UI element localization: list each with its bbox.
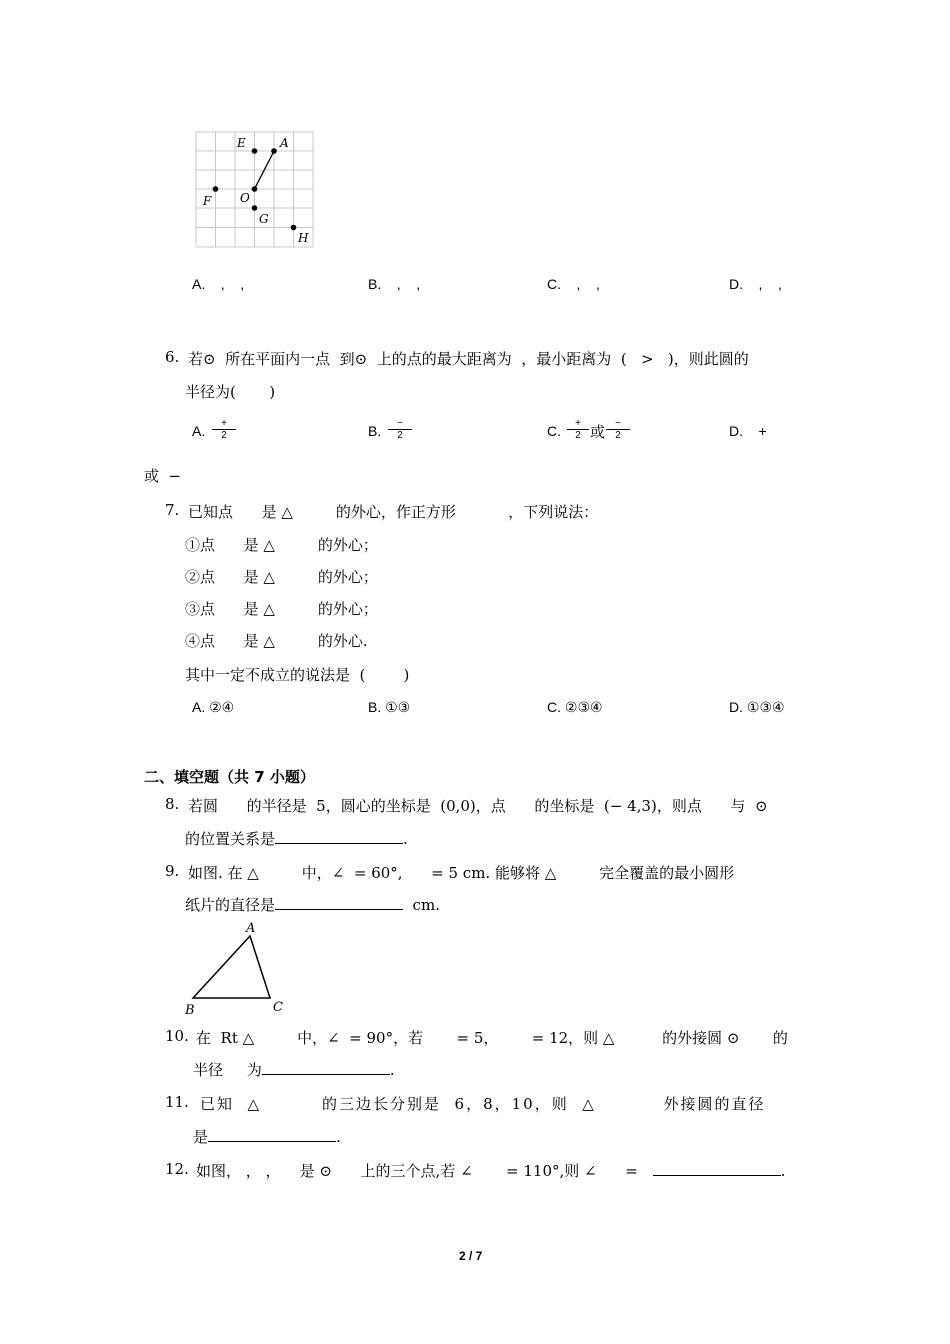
q10-line2-text: 半径 为 — [193, 1061, 262, 1079]
fraction-denominator: 2 — [615, 430, 621, 441]
q10-number: 10. — [165, 1027, 189, 1045]
point-h — [291, 225, 297, 231]
q6-option-a-label: A. — [192, 423, 206, 439]
fraction-numerator: + — [567, 418, 589, 430]
fraction-denominator: 2 — [397, 430, 403, 441]
q6-option-d-wrap: 或 − — [144, 467, 182, 485]
q8-line2-end: . — [403, 830, 408, 848]
label-f: F — [203, 194, 212, 208]
q12-number: 12. — [165, 1160, 189, 1178]
q11-line2-end: . — [336, 1128, 341, 1146]
q7-statement-1: ①点 是 △ 的外心； — [185, 536, 378, 554]
q8-stem-line2 — [185, 828, 408, 849]
q7-number: 7. — [165, 501, 180, 519]
answer-blank[interactable] — [208, 1127, 336, 1142]
q8-number: 8. — [165, 795, 180, 813]
label-b: B — [185, 1003, 195, 1018]
fraction-denominator: 2 — [575, 430, 581, 441]
q7-question: 其中一定不成立的说法是 ( ) — [185, 666, 410, 684]
q6-option-c-label: C. — [547, 423, 561, 439]
q10-stem-line1: 在 Rt △ 中，∠ = 90°，若 = 5， = 12，则 △ 的外接圆 ⊙ 的 — [196, 1029, 788, 1047]
q5-option-d: D. , , — [729, 276, 782, 292]
q12-stem — [196, 1160, 785, 1181]
q9-line2-end: cm. — [403, 896, 440, 914]
section-heading: 二、填空题（共 7 小题） — [144, 768, 315, 786]
q11-line2-text: 是 — [193, 1128, 209, 1146]
label-h: H — [298, 231, 309, 245]
q10-line2-end: . — [389, 1061, 395, 1079]
q6-option-c-or: 或 — [590, 423, 606, 441]
answer-blank[interactable] — [275, 829, 403, 844]
q7-statement-4: ④点 是 △ 的外心. — [185, 632, 368, 650]
q6-option-a-fraction — [212, 418, 236, 441]
q6-option-b-fraction — [388, 418, 412, 441]
q9-stem-line1: 如图. 在 △ 中，∠ = 60°, = 5 cm. 能够将 △ 完全覆盖的最小圆形 — [188, 864, 735, 882]
q6-option-b-label: B. — [368, 423, 382, 439]
label-e: E — [237, 136, 246, 150]
q5-option-b: B. , , — [368, 276, 421, 292]
point-e — [252, 148, 258, 154]
q6-option-c-fraction-2 — [606, 418, 630, 441]
point-o — [252, 186, 258, 192]
page-number: 2 / 7 — [459, 1249, 483, 1263]
q12-text: 如图， ， ， 是 ⊙ 上的三个点,若 ∠ = 110°,则 ∠ = — [196, 1162, 638, 1180]
answer-blank[interactable] — [653, 1161, 781, 1176]
q11-number: 11. — [165, 1093, 189, 1111]
answer-blank[interactable] — [262, 1060, 390, 1075]
q11-stem-line2 — [193, 1126, 341, 1147]
q6-stem-line1: 若⊙ 所在平面内一点 到⊙ 上的点的最大距离为 ，最小距离为 ( > )，则此圆的 — [188, 350, 749, 368]
q7-statement-3: ③点 是 △ 的外心； — [185, 600, 378, 618]
fraction-numerator: − — [388, 418, 412, 430]
q10-stem-line2 — [193, 1059, 395, 1080]
q11-stem-line1: 已知 △ 的三边长分别是 6，8，10，则 △ 外接圆的直径 — [200, 1095, 766, 1113]
q12-end: . — [780, 1162, 786, 1180]
q5-option-c: C. , , — [547, 276, 600, 292]
q7-option-a: A. ②④ — [192, 699, 235, 715]
point-a — [271, 148, 277, 154]
q8-line2-text: 的位置关系是 — [185, 830, 276, 848]
q9-number: 9. — [165, 862, 180, 880]
point-g — [252, 205, 258, 211]
fraction-numerator: + — [212, 418, 236, 430]
fraction-numerator: − — [606, 418, 630, 430]
q8-stem-line1: 若圆 的半径是 5，圆心的坐标是 (0,0)，点 的坐标是 (− 4,3)，则点 与 ⊙ — [188, 797, 768, 815]
label-c: C — [273, 1000, 283, 1015]
q6-option-c-fraction-1 — [567, 418, 589, 441]
label-a: A — [280, 136, 289, 150]
q7-option-b: B. ①③ — [368, 699, 411, 715]
point-f — [213, 186, 219, 192]
q7-statement-2: ②点 是 △ 的外心； — [185, 568, 378, 586]
q6-option-d: D. + — [729, 423, 767, 439]
triangle-figure — [180, 918, 292, 1018]
q7-option-c: C. ②③④ — [547, 699, 603, 715]
label-a: A — [246, 921, 256, 936]
grid-figure — [194, 130, 318, 250]
q9-stem-line2 — [185, 894, 440, 915]
fraction-denominator: 2 — [221, 430, 227, 441]
label-g: G — [259, 212, 269, 226]
q7-stem: 已知点 是 △ 的外心，作正方形 ，下列说法： — [188, 503, 599, 521]
q9-line2-text: 纸片的直径是 — [185, 896, 276, 914]
q5-option-a: A. , , — [192, 276, 245, 292]
answer-blank[interactable] — [275, 895, 403, 910]
label-o: O — [240, 191, 250, 205]
q6-stem-line2: 半径为( ) — [185, 383, 276, 401]
q7-option-d: D. ①③④ — [729, 699, 785, 715]
q6-number: 6. — [165, 348, 180, 366]
triangle-abc — [193, 936, 270, 998]
